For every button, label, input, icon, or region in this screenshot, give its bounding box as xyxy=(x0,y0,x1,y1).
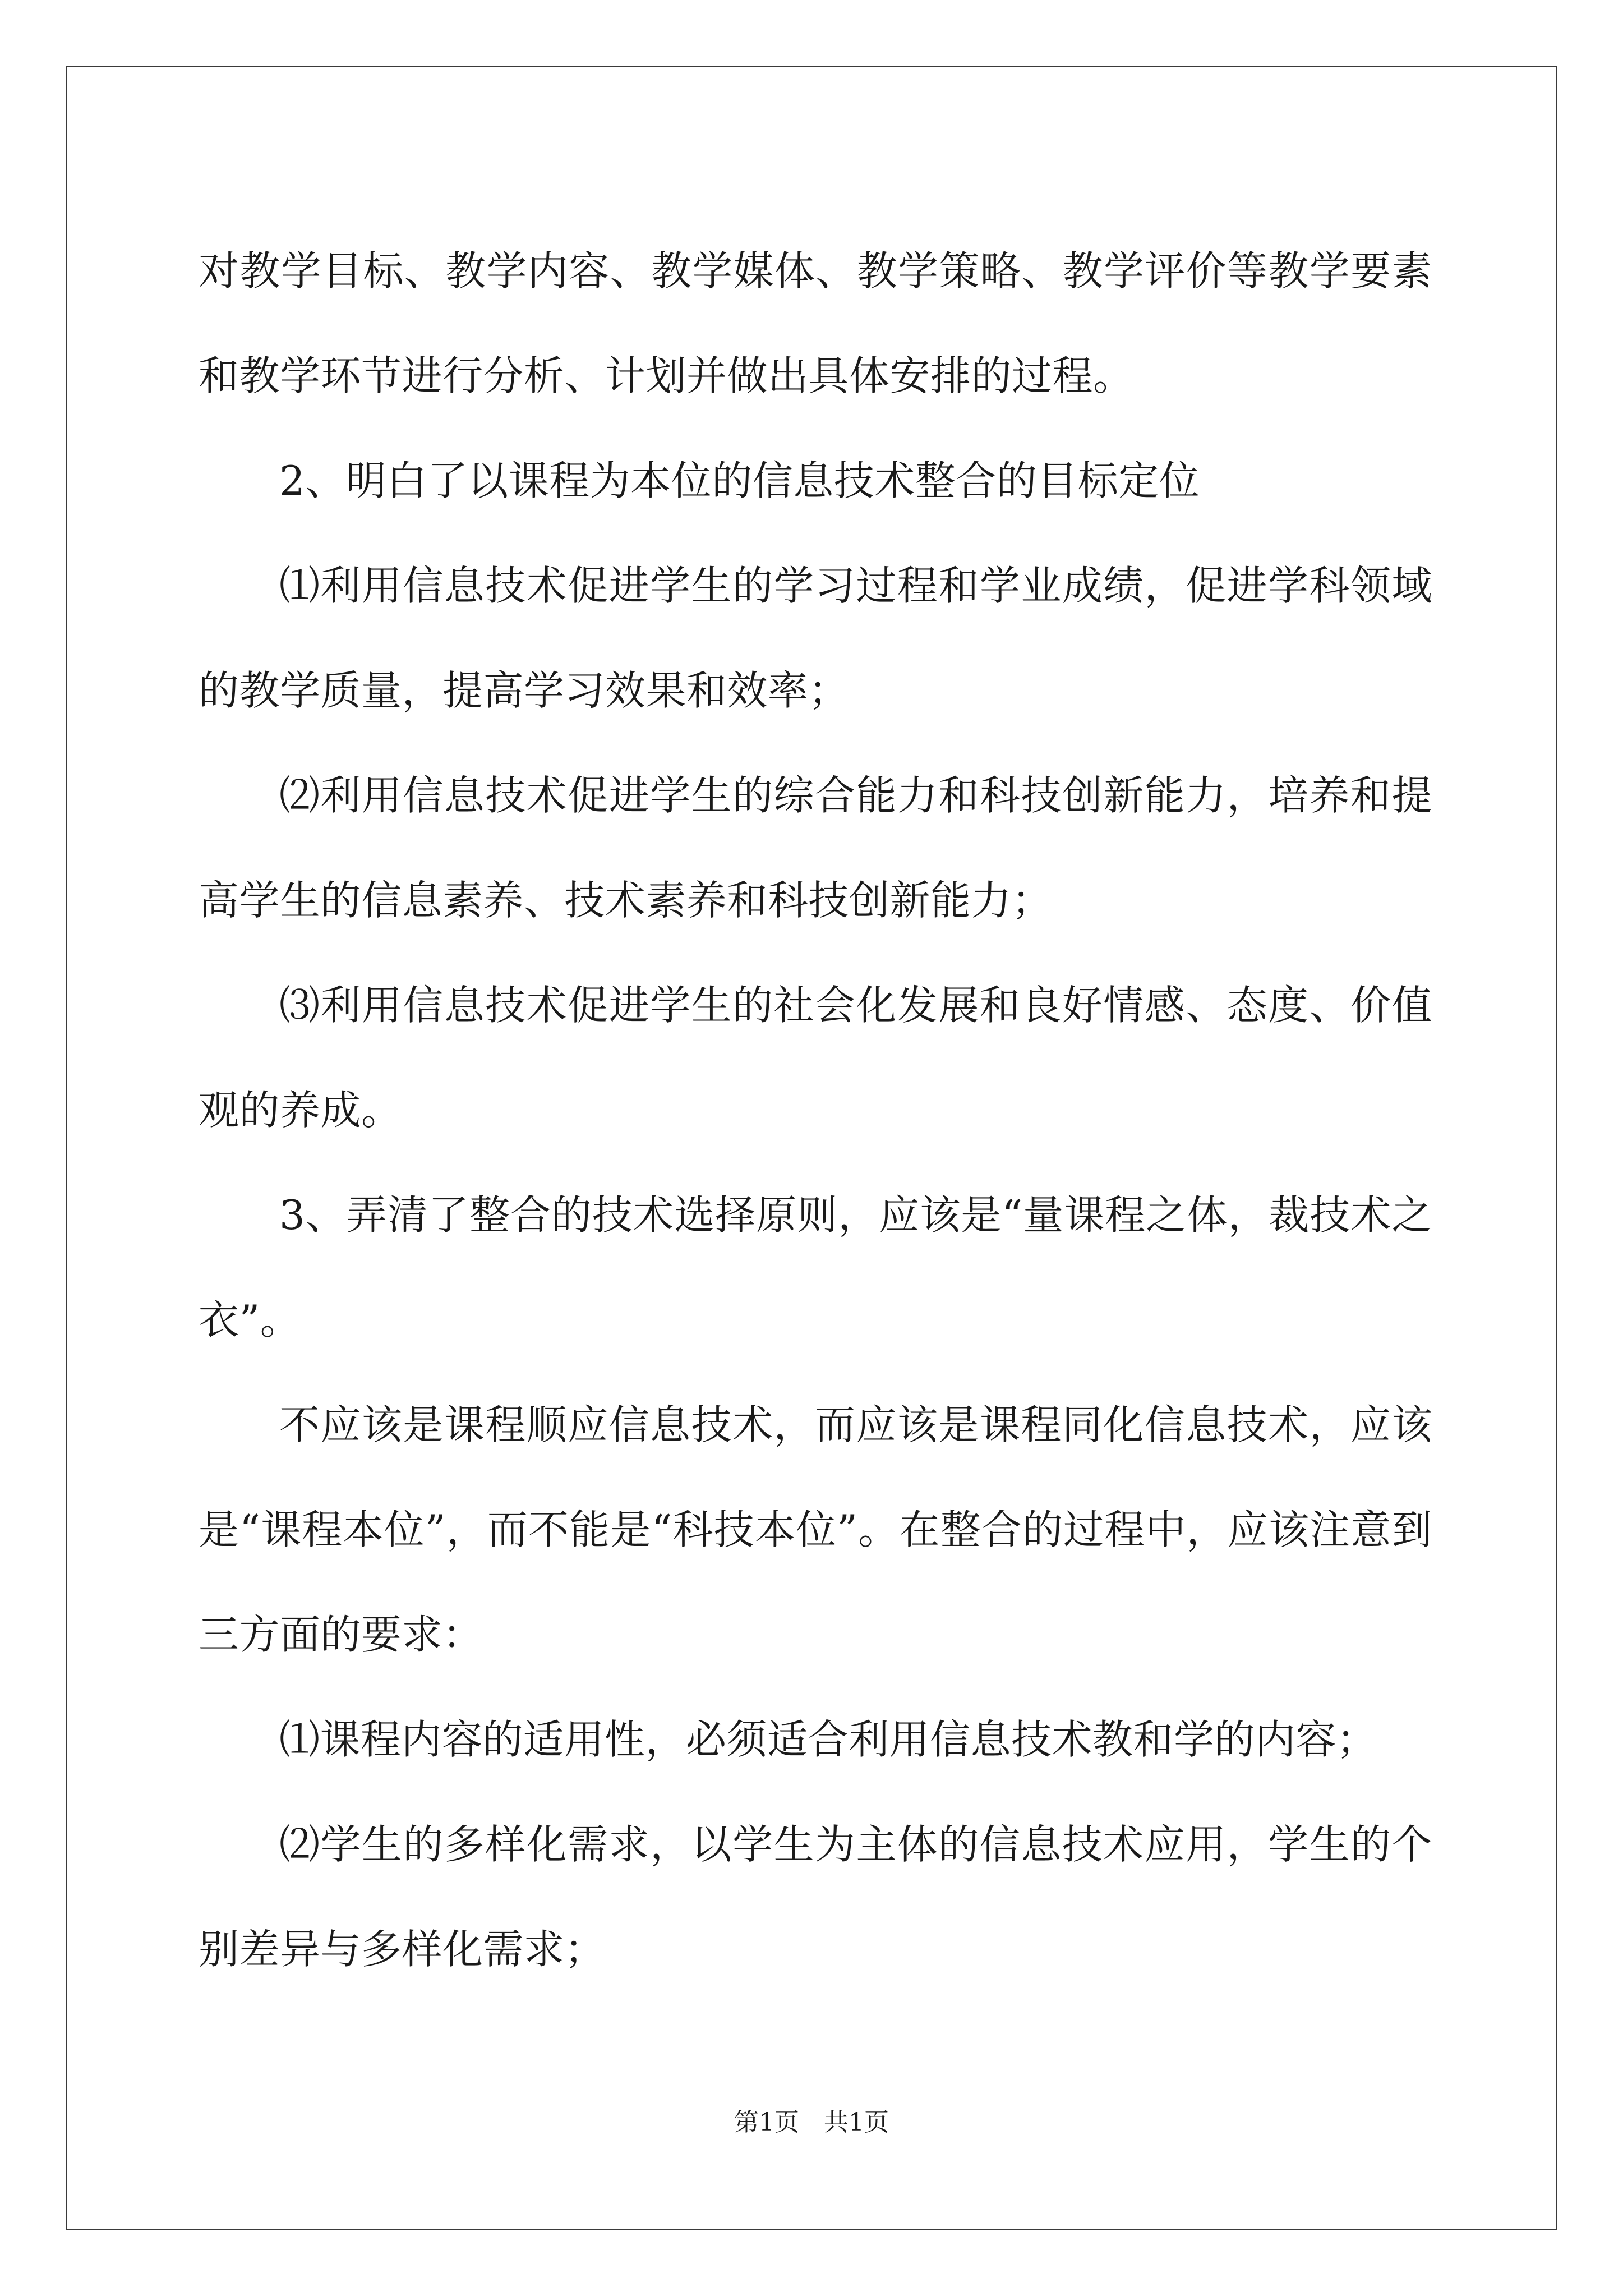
paragraph-1: 对教学目标、教学内容、教学媒体、教学策略、教学评价等教学要素和教学环节进行分析、计划并做出具体安排的过程。 xyxy=(199,247,1432,399)
paragraph-7: 不应该是课程顺应信息技术，而应该是课程同化信息技术，应该是“课程本位”，而不能是“科技本位”。在整合的过程中，应该注意到三方面的要求： xyxy=(199,1401,1432,1658)
paragraph-4: ⑵利用信息技术促进学生的综合能力和科技创新能力，培养和提高学生的信息素养、技术素养和科技创新能力； xyxy=(199,772,1432,924)
paragraph-9: ⑵学生的多样化需求，以学生为主体的信息技术应用，学生的个别差异与多样化需求； xyxy=(199,1821,1432,1973)
document-body xyxy=(199,219,1432,2002)
paragraph-6: 3、弄清了整合的技术选择原则，应该是“量课程之体，裁技术之衣”。 xyxy=(199,1191,1432,1343)
paragraph-2: 2、明白了以课程为本位的信息技术整合的目标定位 xyxy=(279,457,1200,504)
paragraph-8: ⑴课程内容的适用性，必须适合利用信息技术教和学的内容； xyxy=(279,1716,1377,1763)
page-footer: 第1页 共1页 xyxy=(734,2108,889,2137)
paragraph-5: ⑶利用信息技术促进学生的社会化发展和良好情感、态度、价值观的养成。 xyxy=(199,982,1432,1134)
paragraph-3: ⑴利用信息技术促进学生的学习过程和学业成绩，促进学科领域的教学质量，提高学习效果和效率； xyxy=(199,562,1432,714)
